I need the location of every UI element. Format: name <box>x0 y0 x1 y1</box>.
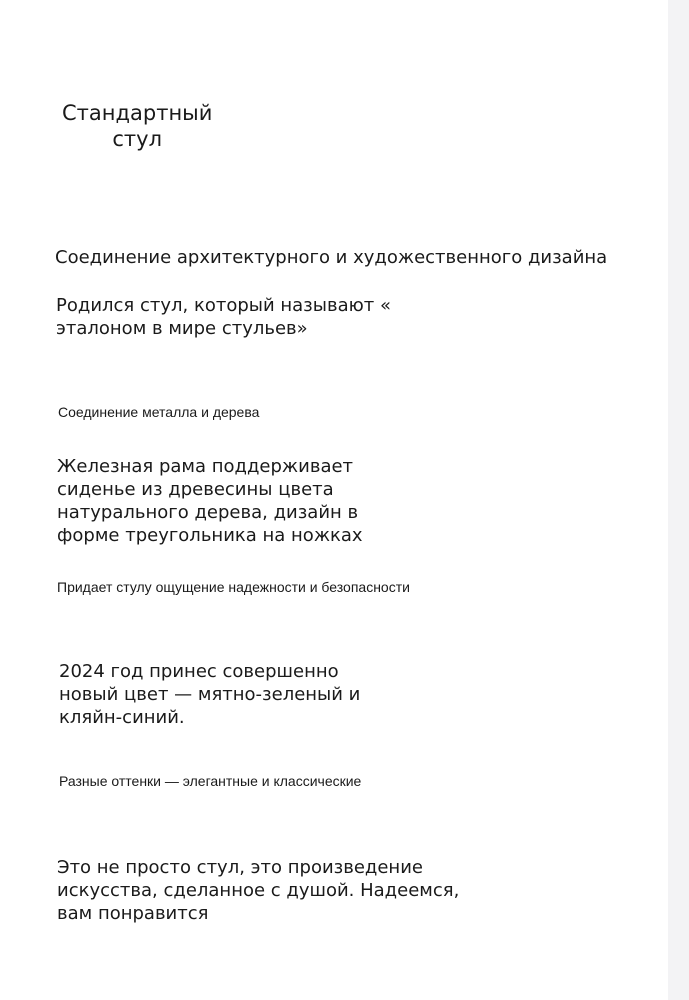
color-line-2: новый цвет — мятно-зеленый и <box>59 684 361 705</box>
frame-line-3: натурального дерева, дизайн в <box>57 502 359 523</box>
page-title <box>62 100 212 152</box>
closing-line-2: искусства, сделанное с душой. Надеемся, <box>57 880 460 901</box>
page-edge-strip <box>668 0 689 1000</box>
materials-caption: Соединение металла и дерева <box>58 404 260 420</box>
closing-paragraph <box>57 856 459 925</box>
title-line-1: Стандартный <box>62 101 213 125</box>
frame-paragraph <box>57 455 363 547</box>
title-line-2: стул <box>112 127 163 151</box>
frame-line-4: форме треугольника на ножках <box>57 525 363 546</box>
intro-line-2: эталоном в мире стульев» <box>56 318 308 339</box>
frame-line-2: сиденье из древесины цвета <box>57 479 334 500</box>
reliability-caption: Придает стулу ощущение надежности и безопасности <box>57 579 410 595</box>
color-line-1: 2024 год принес совершенно <box>59 661 339 682</box>
headline: Соединение архитектурного и художественного дизайна <box>55 247 608 268</box>
closing-line-3: вам понравится <box>57 903 209 924</box>
frame-line-1: Железная рама поддерживает <box>57 456 354 477</box>
color-paragraph <box>59 660 360 729</box>
intro-line-1: Родился стул, который называют « <box>56 295 391 316</box>
color-line-3: кляйн-синий. <box>59 707 185 728</box>
closing-line-1: Это не просто стул, это произведение <box>57 857 423 878</box>
shades-caption: Разные оттенки — элегантные и классические <box>59 773 362 789</box>
intro-paragraph <box>56 294 391 340</box>
